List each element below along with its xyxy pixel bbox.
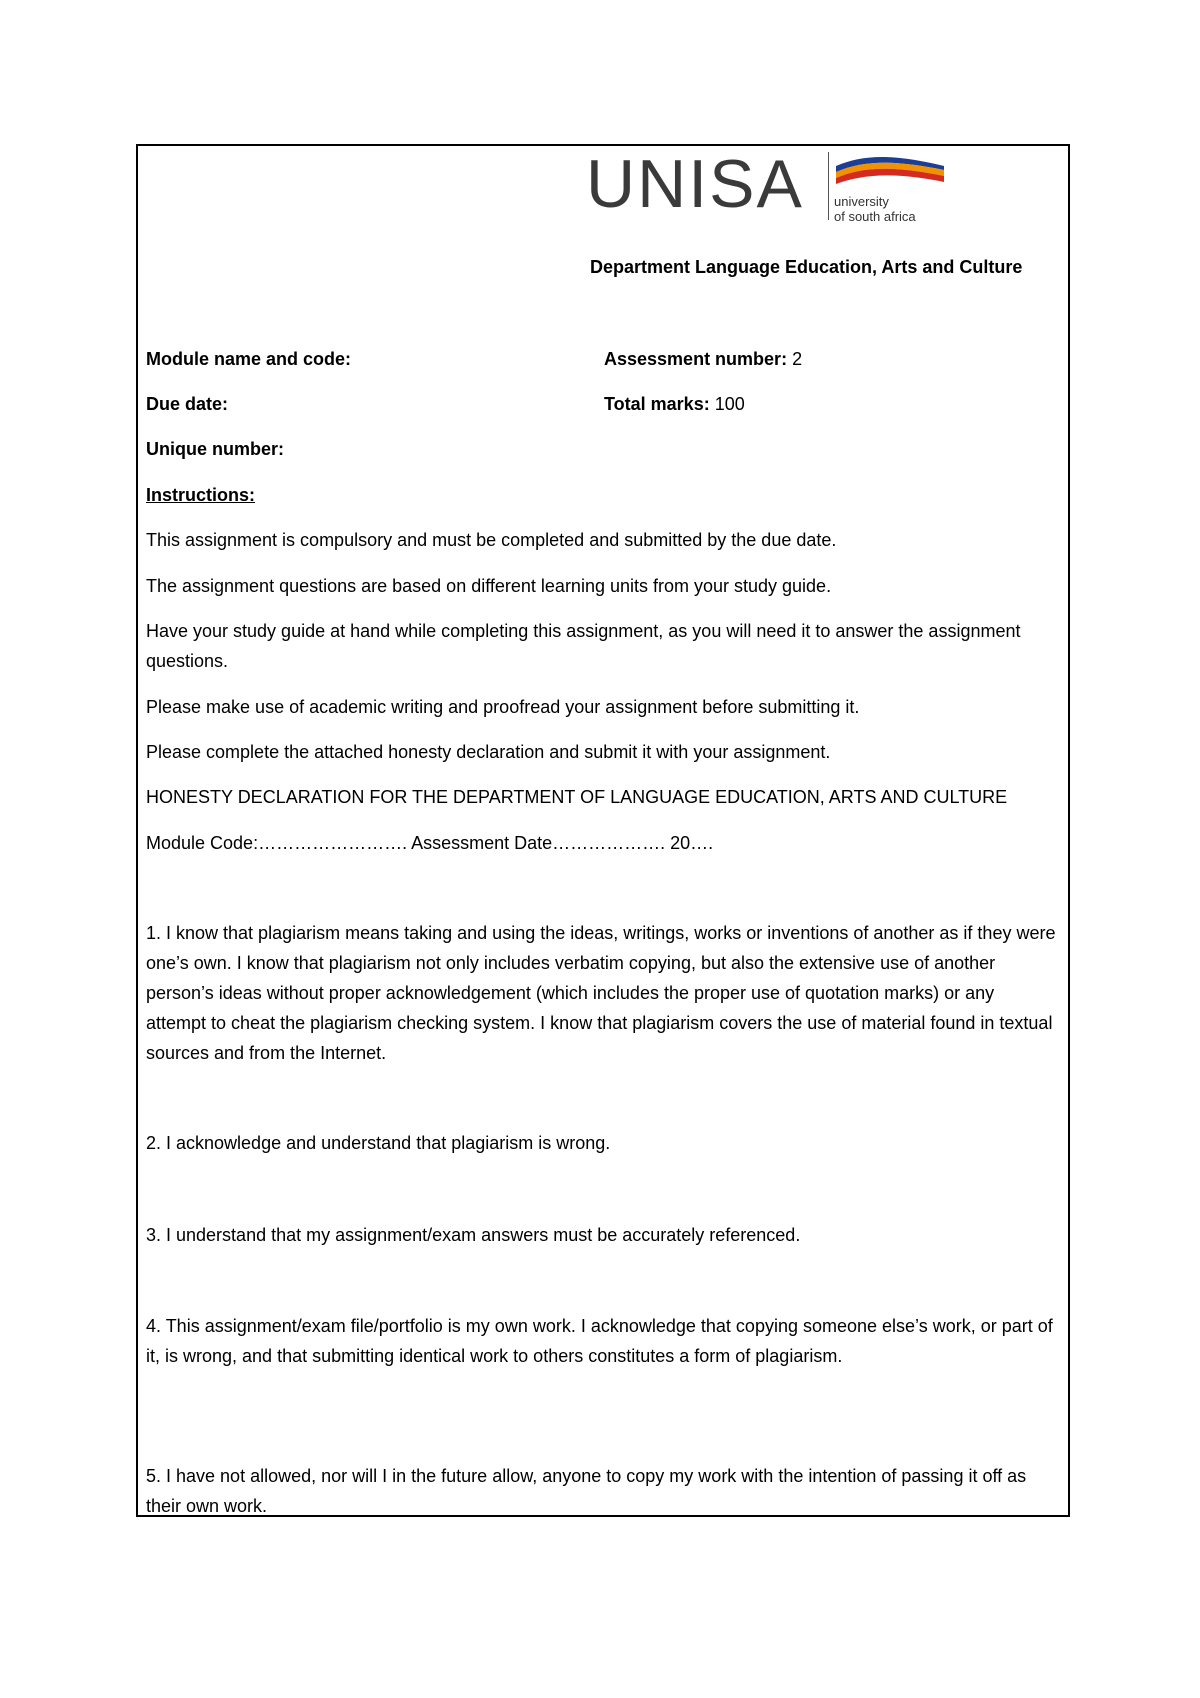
total-marks-label: Total marks: <box>604 394 710 414</box>
declaration-item: 1. I know that plagiarism means taking and using the ideas, writings, works or inventions of another as if they were one’s own. I know that plagiarism not only includes verbatim copying, but also the extensive use of another person’s ideas without proper acknowledgement (which includes the proper use of quotation marks) or any attempt to cheat the plagiarism checking system. I know that plagiarism covers the use of material found in textual sources and from the Internet. <box>146 923 1056 1063</box>
module-name-label: Module name and code: <box>146 349 352 369</box>
logo-subtitle-line2: of south africa <box>834 209 916 224</box>
declaration-item: 4. This assignment/exam file/portfolio is my own work. I acknowledge that copying someone else’s work, or part of it, is wrong, and that submitting identical work to others constitutes a form of plagiarism. <box>146 1316 1053 1366</box>
logo-subtitle-line1: university <box>834 194 889 209</box>
assessment-number-label: Assessment number: <box>604 349 788 369</box>
declaration-item: 3. I understand that my assignment/exam answers must be accurately referenced. <box>146 1225 801 1245</box>
instruction-line: Please complete the attached honesty declaration and submit it with your assignment. <box>146 742 831 762</box>
instruction-line: Please make use of academic writing and proofread your assignment before submitting it. <box>146 697 860 717</box>
declaration-module-line: Module Code:……………………. Assessment Date………………. 20…. <box>146 833 714 853</box>
department-title: Department Language Education, Arts and Culture <box>590 257 1023 277</box>
unique-number-label: Unique number: <box>146 439 284 459</box>
instruction-line: Have your study guide at hand while completing this assignment, as you will need it to answer the assignment questions. <box>146 621 1021 671</box>
total-marks-value: 100 <box>709 394 745 414</box>
instruction-line: The assignment questions are based on different learning units from your study guide. <box>146 576 832 596</box>
due-date-label: Due date: <box>146 394 229 414</box>
total-marks <box>604 389 745 419</box>
assessment-number-value: 2 <box>787 349 803 369</box>
logo-flag-stripes-icon <box>834 152 946 188</box>
logo-wordmark: UNISA <box>586 146 804 222</box>
declaration-item: 5. I have not allowed, nor will I in the future allow, anyone to copy my work with the intention of passing it off as their own work. <box>146 1466 1027 1516</box>
declaration-title: HONESTY DECLARATION FOR THE DEPARTMENT OF LANGUAGE EDUCATION, ARTS AND CULTURE <box>146 787 1008 807</box>
instruction-line: This assignment is compulsory and must be completed and submitted by the due date. <box>146 530 837 550</box>
declaration-item: 2. I acknowledge and understand that plagiarism is wrong. <box>146 1133 611 1153</box>
unisa-logo <box>586 146 946 230</box>
assessment-number <box>604 344 802 374</box>
logo-divider <box>828 152 829 220</box>
logo-subtitle <box>834 194 916 224</box>
instructions-heading: Instructions: <box>146 485 256 505</box>
